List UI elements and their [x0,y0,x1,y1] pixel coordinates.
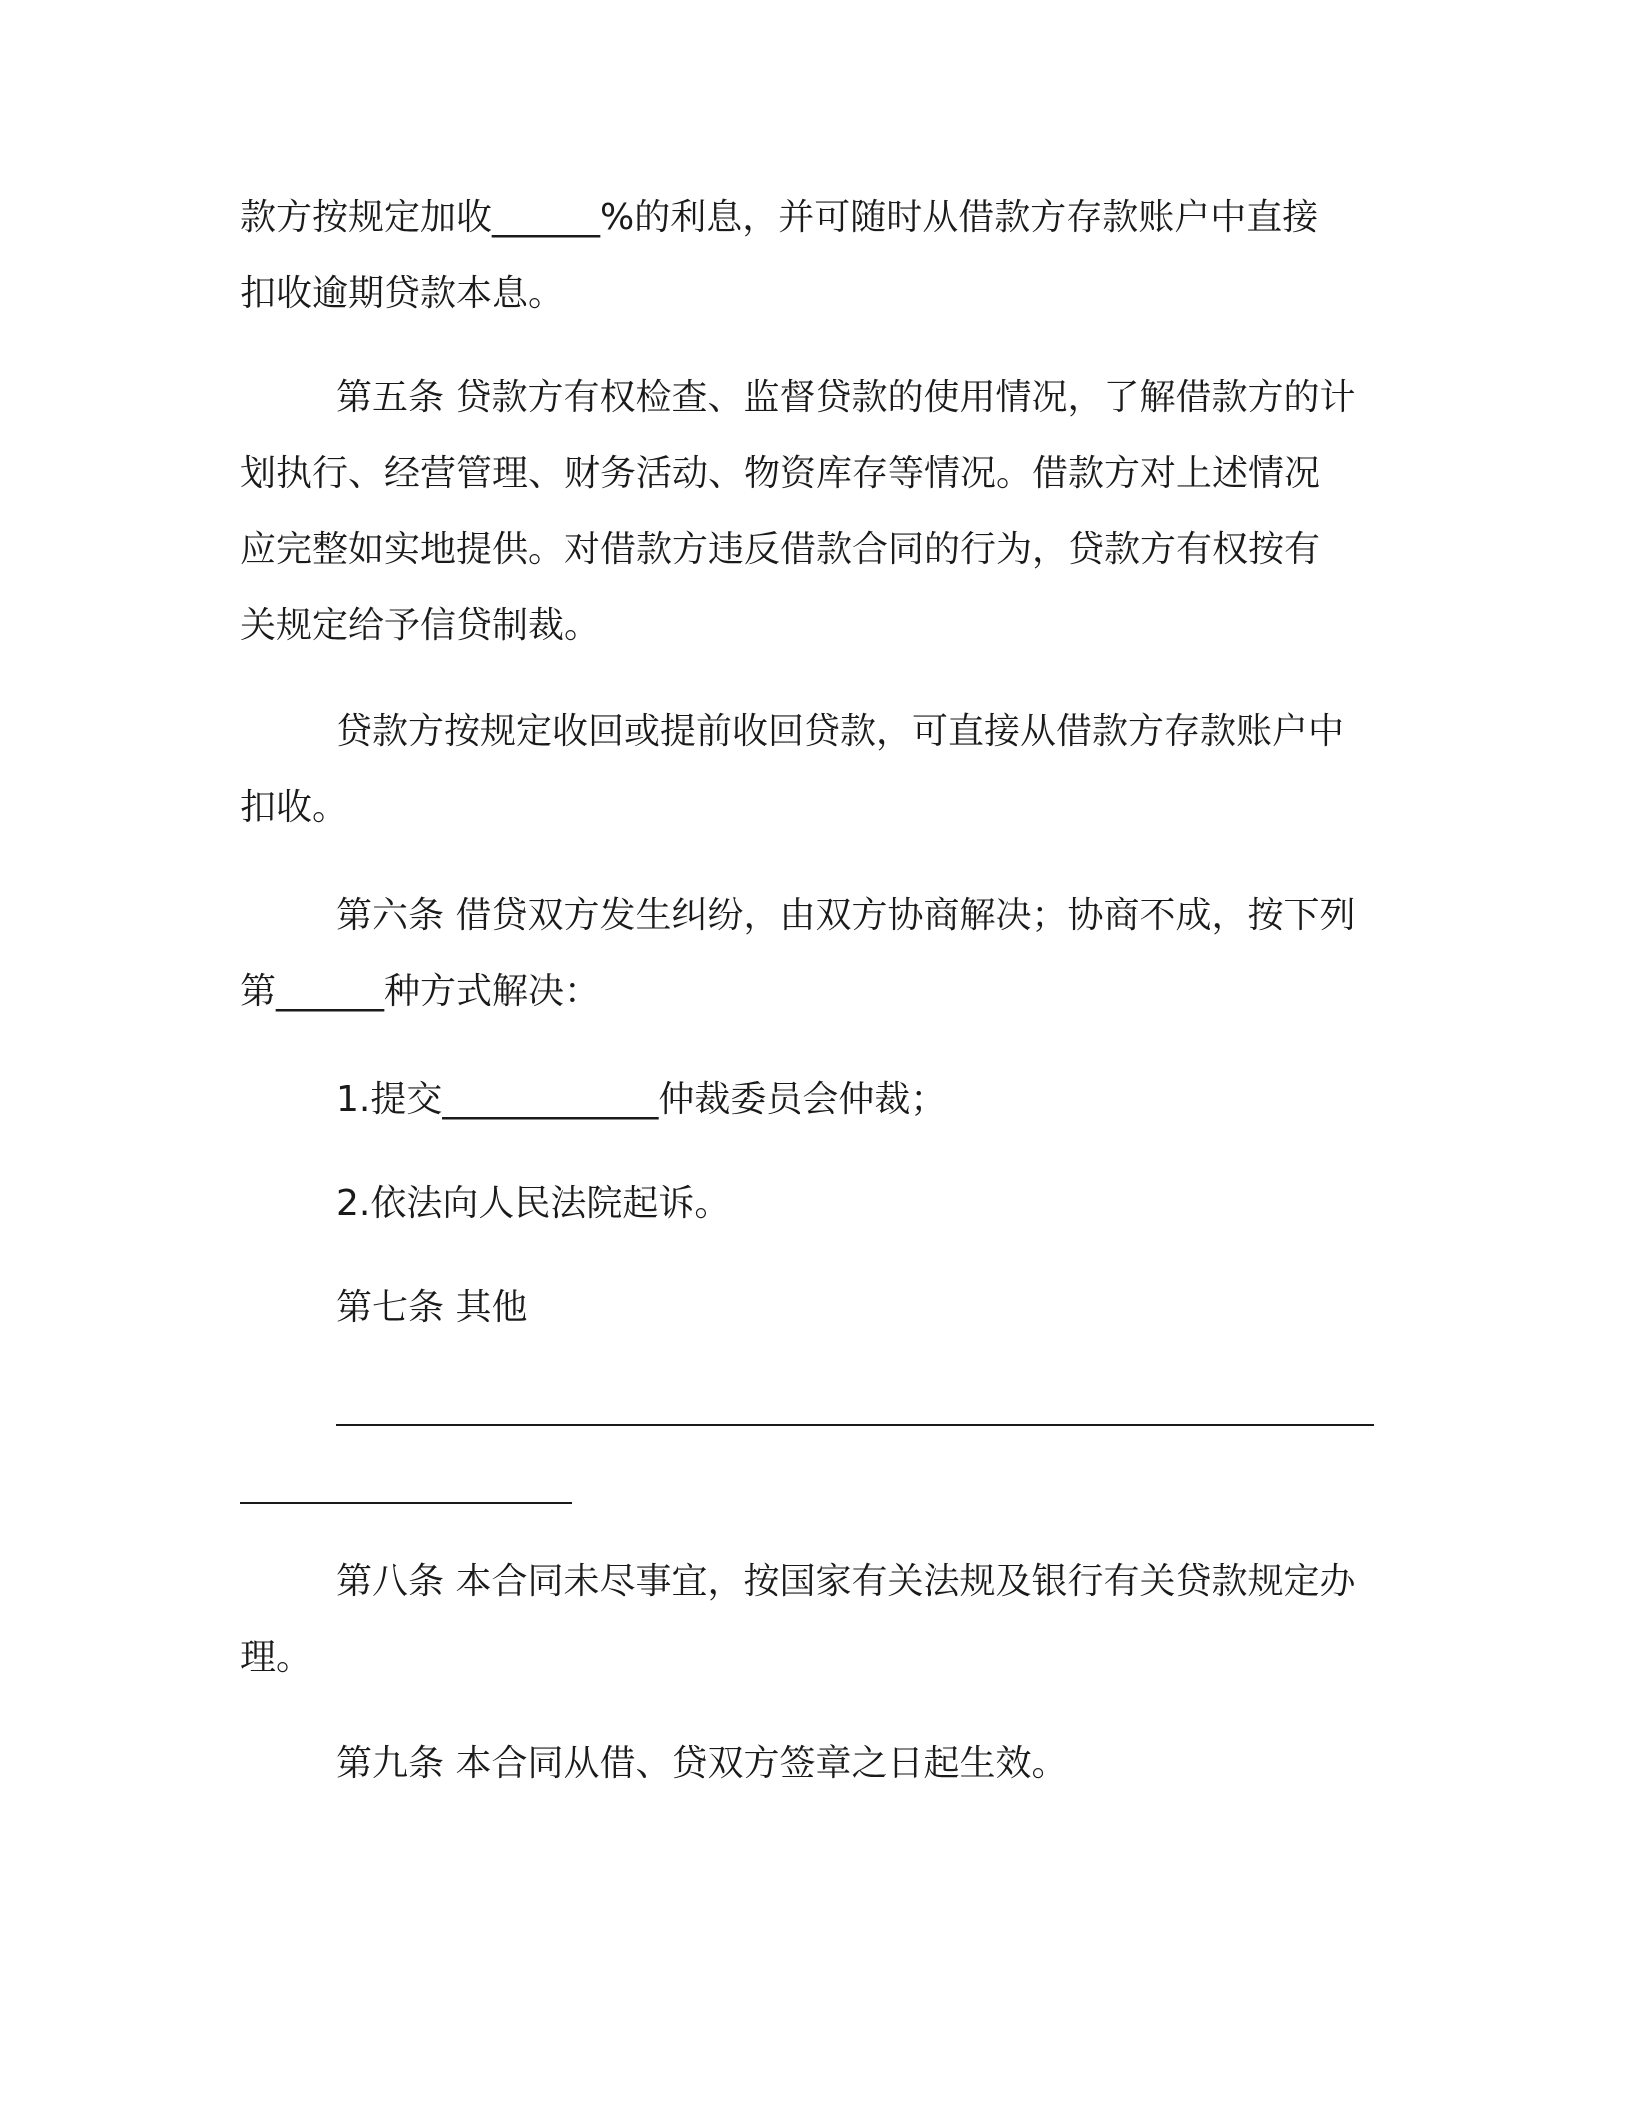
text-line: 应完整如实地提供。对借款方违反借款合同的行为，贷款方有权按有 [240,529,1321,570]
text-line: 第六条 借贷双方发生纠纷，由双方协商解决；协商不成，按下列 [336,895,1356,936]
paragraph-overdue-interest [240,180,1380,332]
text-line: 贷款方按规定收回或提前收回贷款，可直接从借款方存款账户中 [336,711,1345,752]
text-line: 划执行、经营管理、财务活动、物资库存等情况。借款方对上述情况 [240,453,1321,494]
text-line: 关规定给予信贷制裁。 [240,605,601,646]
paragraph-option-2 [240,1166,1380,1242]
fill-in-blank-line [336,1424,1374,1426]
paragraph-option-1 [240,1062,1380,1138]
text-line: 1.提交____________仲裁委员会仲裁； [336,1079,947,1120]
paragraph-article-5 [240,360,1380,664]
text-line: 第七条 其他 [336,1287,528,1328]
text-line: 第______种方式解决： [240,971,601,1012]
text-line: 扣收。 [240,787,349,828]
text-line: 款方按规定加收______%的利息，并可随时从借款方存款账户中直接 [240,197,1319,238]
fill-in-blank-line [240,1502,572,1504]
paragraph-article-6 [240,878,1380,1030]
paragraph-article-7 [240,1270,1380,1346]
paragraph-recover-loan [240,694,1380,846]
text-line: 扣收逾期贷款本息。 [240,273,565,314]
paragraph-article-8 [240,1544,1380,1696]
paragraph-article-9 [240,1726,1380,1802]
text-line: 2.依法向人民法院起诉。 [336,1183,731,1224]
text-line: 第五条 贷款方有权检查、监督贷款的使用情况，了解借款方的计 [336,377,1356,418]
text-line: 理。 [240,1637,313,1678]
text-line: 第八条 本合同未尽事宜，按国家有关法规及银行有关贷款规定办 [336,1561,1356,1602]
text-line: 第九条 本合同从借、贷双方签章之日起生效。 [336,1743,1068,1784]
